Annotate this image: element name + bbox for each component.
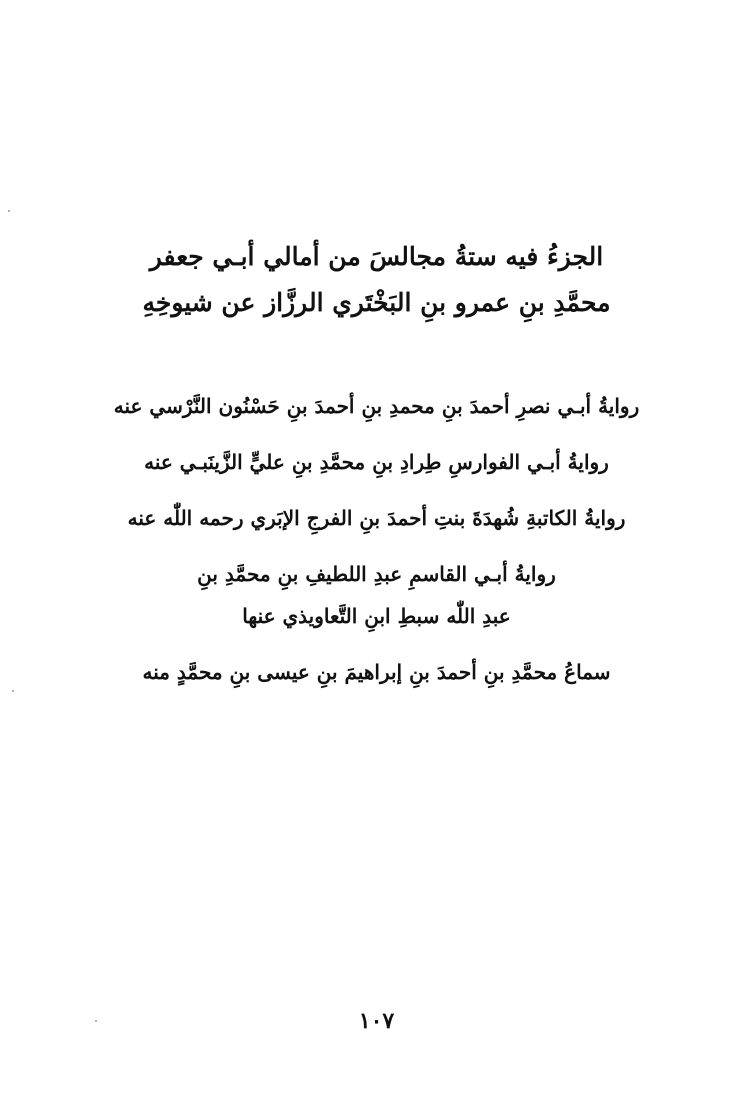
scan-speck <box>12 690 14 692</box>
page-number: ١٠٧ <box>358 1008 395 1034</box>
narration-line-3: روايةُ الكاتبةِ شُهدَةَ بنتِ أحمدَ بنِ الفرجِ الإبَري رحمه اللّٰه عنه <box>127 506 626 530</box>
narration-line-6: سماعُ محمَّدِ بنِ أحمدَ بنِ إبراهيمَ بنِ عيسى بنِ محمَّدٍ منه <box>142 660 611 684</box>
narration-line-5: عبدِ اللّٰه سبطِ ابنِ التَّعاويذي عنها <box>242 604 511 628</box>
title-line-1: الجزءُ فيه ستةُ مجالسَ من أمالي أبـي جعفر <box>149 242 604 271</box>
scan-speck <box>95 1020 97 1022</box>
scan-speck <box>8 210 10 212</box>
title-line-2: محمَّدِ بنِ عمرو بنِ البَخْتَري الرزَّاز عن شيوخِهِ <box>142 288 611 317</box>
narration-line-1: روايةُ أبـي نصرِ أحمدَ بنِ محمدِ بنِ أحمدَ بنِ حَسْنُون النَّرْسي عنه <box>113 394 640 418</box>
narration-line-4: روايةُ أبـي القاسمِ عبدِ اللطيفِ بنِ محمَّدِ بنِ <box>197 562 556 586</box>
narration-line-2: روايةُ أبـي الفوارسِ طِرادِ بنِ محمَّدِ بنِ عليٍّ الزَّينَبـي عنه <box>144 450 609 474</box>
